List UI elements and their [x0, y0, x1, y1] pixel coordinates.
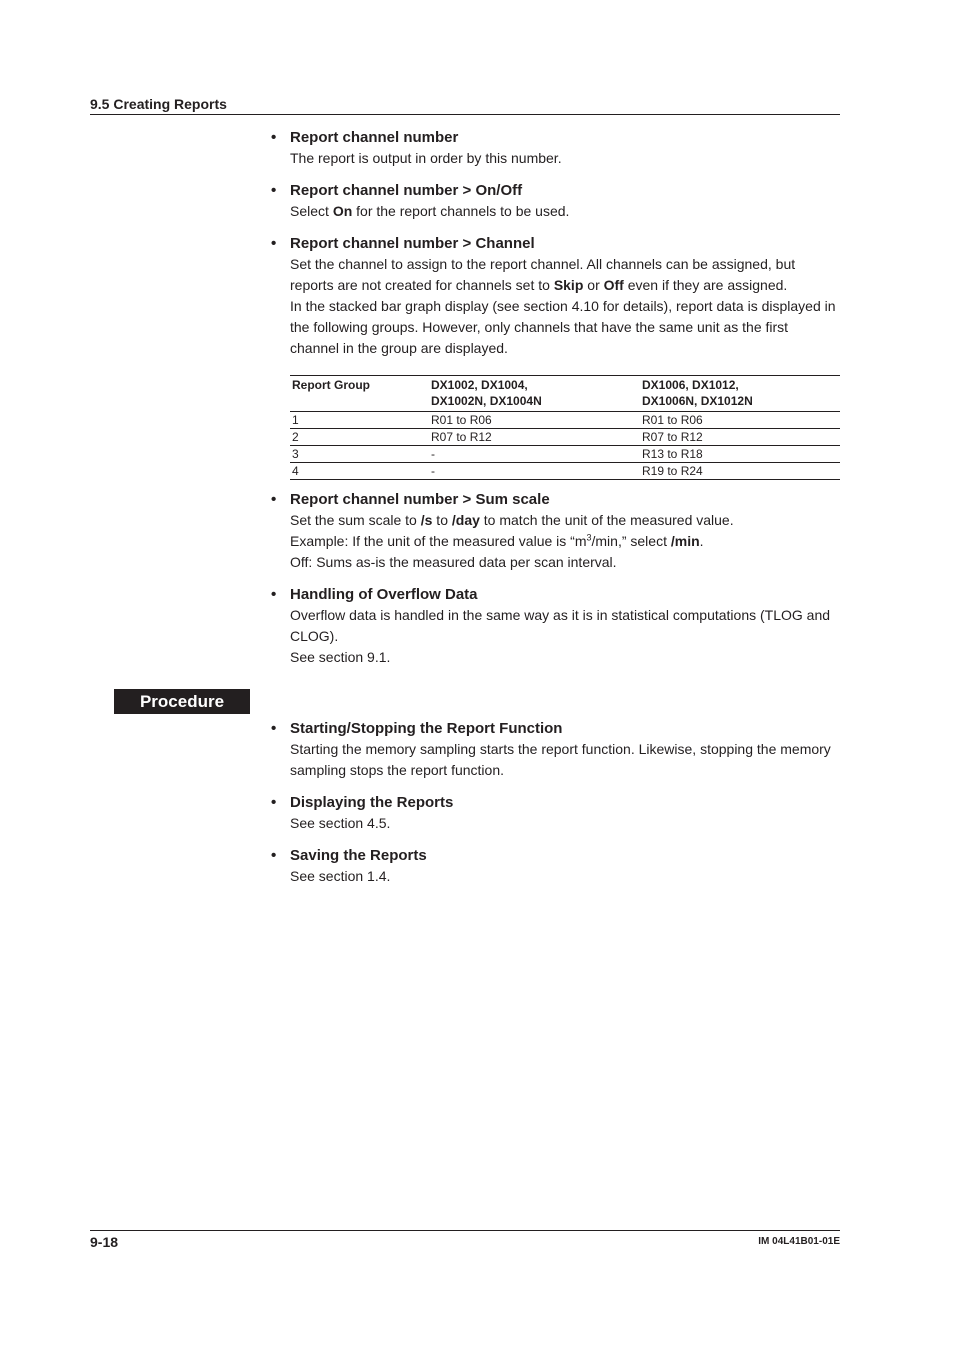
- bullet-section: [271, 181, 840, 222]
- running-header: [90, 96, 840, 115]
- page-number: 9-18: [90, 1234, 119, 1250]
- table-cell: 3: [290, 446, 429, 463]
- table-cell: R01 to R06: [429, 412, 640, 429]
- table-cell: 4: [290, 463, 429, 480]
- sections-mid: [271, 490, 840, 680]
- table-cell: R13 to R18: [640, 446, 840, 463]
- body-paragraph: Example: If the unit of the measured value is “$m^3/\min$,” select /min.: [290, 532, 704, 549]
- bullet-section: [271, 585, 840, 668]
- section-body: [290, 254, 840, 359]
- table-cell: R07 to R12: [429, 429, 640, 446]
- body-paragraph: Set the sum scale to /s to /day to match the unit of the measured value.: [290, 512, 734, 528]
- bullet-icon: •: [271, 720, 277, 737]
- bullet-section: [271, 793, 840, 834]
- section-body: [290, 813, 840, 834]
- body-paragraph: Off: Sums as-is the measured data per scan interval.: [290, 554, 617, 570]
- table-cell: R01 to R06: [640, 412, 840, 429]
- bullet-section: [271, 234, 840, 359]
- section-heading: Handling of Overflow Data: [290, 586, 478, 603]
- table-header-cell: DX1006, DX1012, DX1006N, DX1012N: [640, 376, 840, 412]
- section-body: [290, 605, 840, 668]
- table-header-cell: Report Group: [290, 376, 429, 412]
- body-paragraph: Set the channel to assign to the report channel. All channels can be assigned, but reports are not created for channels set to Skip or Off even if they are assigned.: [290, 256, 796, 293]
- procedure-label: Procedure: [114, 689, 250, 714]
- table-body: [290, 412, 840, 480]
- body-paragraph: See section 1.4.: [290, 868, 391, 884]
- section-body: [290, 866, 840, 887]
- body-paragraph: See section 4.5.: [290, 815, 391, 831]
- bullet-icon: •: [271, 235, 277, 252]
- table-cell: -: [429, 463, 640, 480]
- body-paragraph: In the stacked bar graph display (see section 4.10 for details), report data is displayed in the following groups. However, only channels that have the same unit as the first channel in the group are displayed.: [290, 298, 836, 356]
- bullet-icon: •: [271, 794, 277, 811]
- section-heading: Report channel number > On/Off: [290, 182, 523, 199]
- table-cell: 2: [290, 429, 429, 446]
- table-row: [290, 412, 840, 429]
- report-group-table: [290, 375, 840, 480]
- sections-top: [271, 128, 840, 500]
- bullet-icon: •: [271, 586, 277, 603]
- body-paragraph: Select On for the report channels to be used.: [290, 203, 570, 219]
- section-title: 9.5 Creating Reports: [90, 96, 227, 112]
- table-cell: R19 to R24: [640, 463, 840, 480]
- document-id: IM 04L41B01-01E: [758, 1236, 840, 1247]
- section-heading: Report channel number > Sum scale: [290, 491, 550, 508]
- bullet-icon: •: [271, 847, 277, 864]
- table-cell: -: [429, 446, 640, 463]
- table-row: [290, 463, 840, 480]
- bullet-section: [271, 719, 840, 781]
- table-header-cell: DX1002, DX1004, DX1002N, DX1004N: [429, 376, 640, 412]
- section-heading: Displaying the Reports: [290, 794, 454, 811]
- table-row: [290, 446, 840, 463]
- bullet-section: [271, 128, 840, 169]
- bullet-icon: •: [271, 182, 277, 199]
- bullet-section: [271, 490, 840, 573]
- table-cell: 1: [290, 412, 429, 429]
- section-body: [290, 510, 840, 573]
- sections-procedure: [271, 719, 840, 899]
- body-paragraph: See section 9.1.: [290, 649, 391, 665]
- body-paragraph: Overflow data is handled in the same way as it is in statistical computations (TLOG and CLOG).: [290, 607, 831, 644]
- section-body: [290, 739, 840, 781]
- section-heading: Saving the Reports: [290, 847, 427, 864]
- bullet-icon: •: [271, 129, 277, 146]
- table-header-row: [290, 376, 840, 412]
- section-body: [290, 148, 840, 169]
- section-heading: Starting/Stopping the Report Function: [290, 720, 563, 737]
- table-cell: R07 to R12: [640, 429, 840, 446]
- section-heading: Report channel number: [290, 129, 459, 146]
- section-body: [290, 201, 840, 222]
- page-footer: [90, 1230, 840, 1250]
- bullet-section: [271, 846, 840, 887]
- table-row: [290, 429, 840, 446]
- body-paragraph: The report is output in order by this number.: [290, 150, 562, 166]
- section-heading: Report channel number > Channel: [290, 235, 535, 252]
- body-paragraph: Starting the memory sampling starts the report function. Likewise, stopping the memory sampling stops the report function.: [290, 741, 831, 778]
- bullet-icon: •: [271, 491, 277, 508]
